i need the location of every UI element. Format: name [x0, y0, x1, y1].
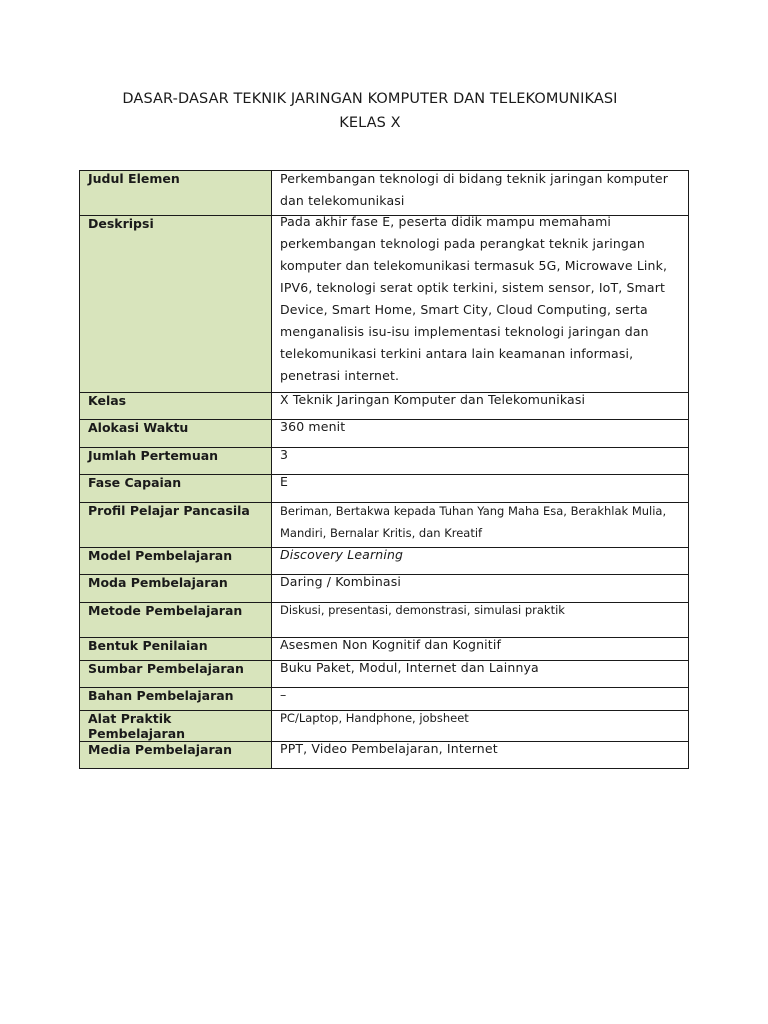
- row-value-text: Daring / Kombinasi: [280, 574, 401, 589]
- row-value-text: Beriman, Bertakwa kepada Tuhan Yang Maha Esa, Berakhlak Mulia, Mandiri, Bernalar Kritis, dan Kreatif: [280, 504, 667, 540]
- row-value-text: Asesmen Non Kognitif dan Kognitif: [280, 637, 501, 652]
- row-value-model-pembelajaran: [272, 548, 689, 575]
- row-value-text: Discovery Learning: [280, 547, 404, 562]
- row-value-alat-praktik-pembelajaran: [272, 711, 689, 742]
- row-value-text: Pada akhir fase E, peserta didik mampu memahami perkembangan teknologi pada perangkat teknik jaringan komputer dan telekomunikasi termasuk 5G, Microwave Link, IPV6, teknologi serat optik terkini, sistem sensor, IoT, Smart Device, Smart Home, Smart City, Cloud Computing, serta menganalisis isu-isu implementasi teknologi jaringan dan telekomunikasi terkini antara lain keamanan informasi, penetrasi internet.: [280, 215, 668, 383]
- row-label-kelas: Kelas: [80, 393, 272, 420]
- row-value-jumlah-pertemuan: [272, 448, 689, 475]
- row-label-metode-pembelajaran: Metode Pembelajaran: [80, 603, 272, 638]
- row-value-text: 360 menit: [280, 419, 346, 434]
- table-row: [80, 711, 689, 742]
- row-value-text: PC/Laptop, Handphone, jobsheet: [280, 711, 469, 725]
- row-label-moda-pembelajaran: Moda Pembelajaran: [80, 575, 272, 603]
- table-row: [80, 575, 689, 603]
- table-row: [80, 393, 689, 420]
- table-row: [80, 661, 689, 688]
- row-value-kelas: [272, 393, 689, 420]
- row-label-judul-elemen: Judul Elemen: [80, 171, 272, 216]
- table-row: [80, 503, 689, 548]
- table-row: [80, 475, 689, 503]
- row-value-sumbar-pembelajaran: [272, 661, 689, 688]
- document-title: DASAR-DASAR TEKNIK JARINGAN KOMPUTER DAN TELEKOMUNIKASI: [122, 91, 618, 107]
- row-value-deskripsi: [272, 216, 689, 393]
- row-value-moda-pembelajaran: [272, 575, 689, 603]
- table-row: [80, 448, 689, 475]
- row-label-profil-pelajar-pancasila: Profil Pelajar Pancasila: [80, 503, 272, 548]
- table-row: [80, 638, 689, 661]
- row-value-text: E: [280, 474, 289, 489]
- row-label-alokasi-waktu: Alokasi Waktu: [80, 420, 272, 448]
- row-value-text: PPT, Video Pembelajaran, Internet: [280, 741, 498, 756]
- table-row: [80, 548, 689, 575]
- row-value-text: Perkembangan teknologi di bidang teknik jaringan komputer dan telekomunikasi: [280, 171, 669, 208]
- document-subtitle: KELAS X: [339, 115, 401, 131]
- row-value-text: –: [280, 687, 287, 702]
- row-value-text: Buku Paket, Modul, Internet dan Lainnya: [280, 660, 539, 675]
- table-row: [80, 171, 689, 216]
- row-value-bentuk-penilaian: [272, 638, 689, 661]
- row-label-model-pembelajaran: Model Pembelajaran: [80, 548, 272, 575]
- row-value-profil-pelajar-pancasila: [272, 503, 689, 548]
- table-row: [80, 420, 689, 448]
- table-row: [80, 688, 689, 711]
- module-info-table: [79, 170, 689, 769]
- row-value-media-pembelajaran: [272, 742, 689, 769]
- row-value-bahan-pembelajaran: [272, 688, 689, 711]
- row-value-text: Diskusi, presentasi, demonstrasi, simulasi praktik: [280, 603, 565, 617]
- table-row: [80, 216, 689, 393]
- row-value-metode-pembelajaran: [272, 603, 689, 638]
- row-value-fase-capaian: [272, 475, 689, 503]
- row-label-bahan-pembelajaran: Bahan Pembelajaran: [80, 688, 272, 711]
- row-value-text: X Teknik Jaringan Komputer dan Telekomunikasi: [280, 392, 586, 407]
- table-row: [80, 603, 689, 638]
- row-label-fase-capaian: Fase Capaian: [80, 475, 272, 503]
- row-label-bentuk-penilaian: Bentuk Penilaian: [80, 638, 272, 661]
- row-value-judul-elemen: [272, 171, 689, 216]
- row-label-jumlah-pertemuan: Jumlah Pertemuan: [80, 448, 272, 475]
- row-label-alat-praktik-pembelajaran: Alat Praktik Pembelajaran: [80, 711, 272, 742]
- table-row: [80, 742, 689, 769]
- row-label-media-pembelajaran: Media Pembelajaran: [80, 742, 272, 769]
- row-label-sumbar-pembelajaran: Sumbar Pembelajaran: [80, 661, 272, 688]
- row-value-alokasi-waktu: [272, 420, 689, 448]
- row-label-deskripsi: Deskripsi: [80, 216, 272, 393]
- row-value-text: 3: [280, 447, 289, 462]
